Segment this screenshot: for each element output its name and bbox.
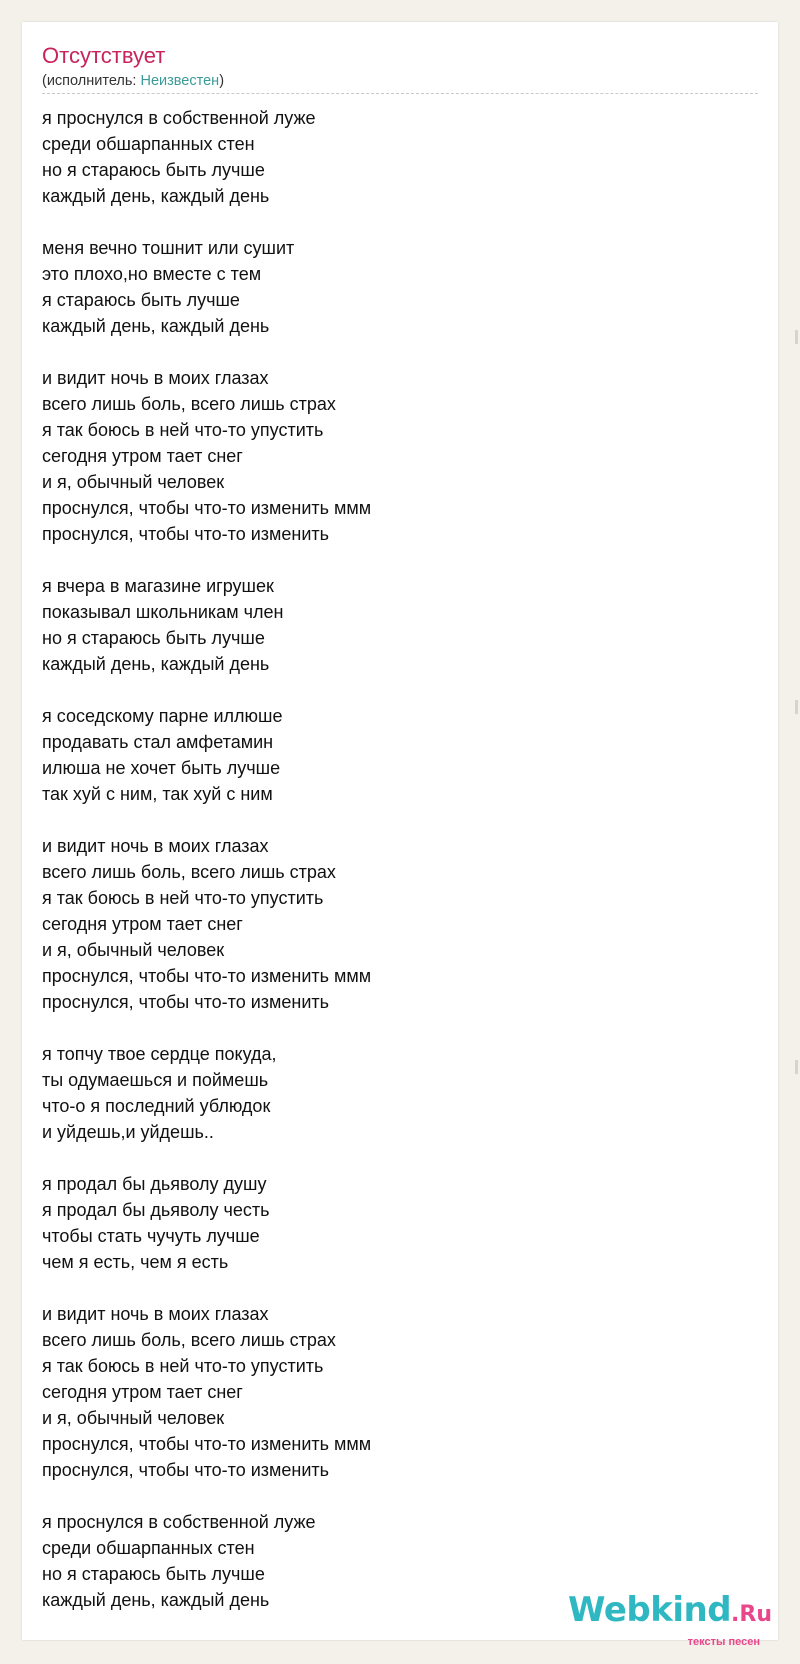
lyrics-line: каждый день, каждый день <box>42 1590 270 1610</box>
lyrics-line: среди обшарпанных стен <box>42 134 255 154</box>
lyrics-line: всего лишь боль, всего лишь страх <box>42 394 336 414</box>
artist-prefix: (исполнитель: <box>42 73 141 89</box>
edge-decoration <box>795 700 798 714</box>
lyrics-line: проснулся, чтобы что-то изменить <box>42 524 330 544</box>
lyrics-line: я проснулся в собственной луже <box>42 1512 316 1532</box>
lyrics-line: я топчу твое сердце покуда, <box>42 1044 277 1064</box>
lyrics-body <box>42 105 742 1639</box>
header-divider <box>42 93 758 94</box>
lyrics-stanza <box>42 833 742 1015</box>
lyrics-line: я соседскому парне иллюше <box>42 706 283 726</box>
artist-link[interactable]: Неизвестен <box>140 73 220 89</box>
lyrics-line: но я стараюсь быть лучше <box>42 160 265 180</box>
lyrics-stanza <box>42 1171 742 1275</box>
lyrics-line: показывал школьникам член <box>42 602 284 622</box>
lyrics-line: я продал бы дьяволу честь <box>42 1200 270 1220</box>
lyrics-line: и уйдешь,и уйдешь.. <box>42 1122 214 1142</box>
lyrics-line: сегодня утром тает снег <box>42 446 243 466</box>
lyrics-line: илюша не хочет быть лучше <box>42 758 281 778</box>
lyrics-line: всего лишь боль, всего лишь страх <box>42 862 336 882</box>
lyrics-line: так хуй с ним, так хуй с ним <box>42 784 273 804</box>
lyrics-stanza <box>42 365 742 547</box>
lyrics-stanza <box>42 573 742 677</box>
lyrics-line: что-о я последний ублюдок <box>42 1096 271 1116</box>
lyrics-line: проснулся, чтобы что-то изменить <box>42 1460 330 1480</box>
lyrics-line: и я, обычный человек <box>42 472 225 492</box>
lyrics-stanza <box>42 1301 742 1483</box>
lyrics-line: ты одумаешься и поймешь <box>42 1070 269 1090</box>
lyrics-line: я продал бы дьяволу душу <box>42 1174 267 1194</box>
lyrics-line: проснулся, чтобы что-то изменить <box>42 992 330 1012</box>
lyrics-stanza <box>42 1041 742 1145</box>
lyrics-line: я вчера в магазине игрушек <box>42 576 274 596</box>
artist-suffix: ) <box>219 73 225 89</box>
song-title: Отсутствует <box>42 43 166 68</box>
edge-decoration <box>795 1060 798 1074</box>
lyrics-line: и видит ночь в моих глазах <box>42 1304 269 1324</box>
lyrics-line: но я стараюсь быть лучше <box>42 1564 265 1584</box>
lyrics-line: каждый день, каждый день <box>42 654 270 674</box>
site-logo[interactable] <box>568 1590 772 1630</box>
lyrics-line: сегодня утром тает снег <box>42 1382 243 1402</box>
lyrics-line: я так боюсь в ней что-то упустить <box>42 420 324 440</box>
lyrics-line: проснулся, чтобы что-то изменить ммм <box>42 1434 372 1454</box>
lyrics-line: каждый день, каждый день <box>42 186 270 206</box>
logo-domain: .Ru <box>731 1602 772 1627</box>
lyrics-line: и я, обычный человек <box>42 1408 225 1428</box>
lyrics-line: каждый день, каждый день <box>42 316 270 336</box>
edge-decoration <box>795 330 798 344</box>
lyrics-line: я стараюсь быть лучше <box>42 290 240 310</box>
lyrics-line: меня вечно тошнит или сушит <box>42 238 295 258</box>
lyrics-line: сегодня утром тает снег <box>42 914 243 934</box>
lyrics-stanza <box>42 703 742 807</box>
lyrics-line: я так боюсь в ней что-то упустить <box>42 888 324 908</box>
lyrics-line: среди обшарпанных стен <box>42 1538 255 1558</box>
logo-wordmark: Webkind <box>568 1590 732 1630</box>
lyrics-stanza <box>42 105 742 209</box>
logo-tagline: тексты песен <box>687 1636 760 1648</box>
lyrics-line: проснулся, чтобы что-то изменить ммм <box>42 966 372 986</box>
lyrics-line: всего лишь боль, всего лишь страх <box>42 1330 336 1350</box>
lyrics-line: и видит ночь в моих глазах <box>42 368 269 388</box>
lyrics-line: проснулся, чтобы что-то изменить ммм <box>42 498 372 518</box>
lyrics-line: и я, обычный человек <box>42 940 225 960</box>
lyrics-line: продавать стал амфетамин <box>42 732 274 752</box>
lyrics-line: но я стараюсь быть лучше <box>42 628 265 648</box>
artist-line <box>42 72 224 90</box>
lyrics-line: я проснулся в собственной луже <box>42 108 316 128</box>
lyrics-line: я так боюсь в ней что-то упустить <box>42 1356 324 1376</box>
lyrics-line: и видит ночь в моих глазах <box>42 836 269 856</box>
lyrics-line: чем я есть, чем я есть <box>42 1252 229 1272</box>
lyrics-stanza <box>42 235 742 339</box>
lyrics-line: это плохо,но вместе с тем <box>42 264 262 284</box>
lyrics-line: чтобы стать чучуть лучше <box>42 1226 260 1246</box>
